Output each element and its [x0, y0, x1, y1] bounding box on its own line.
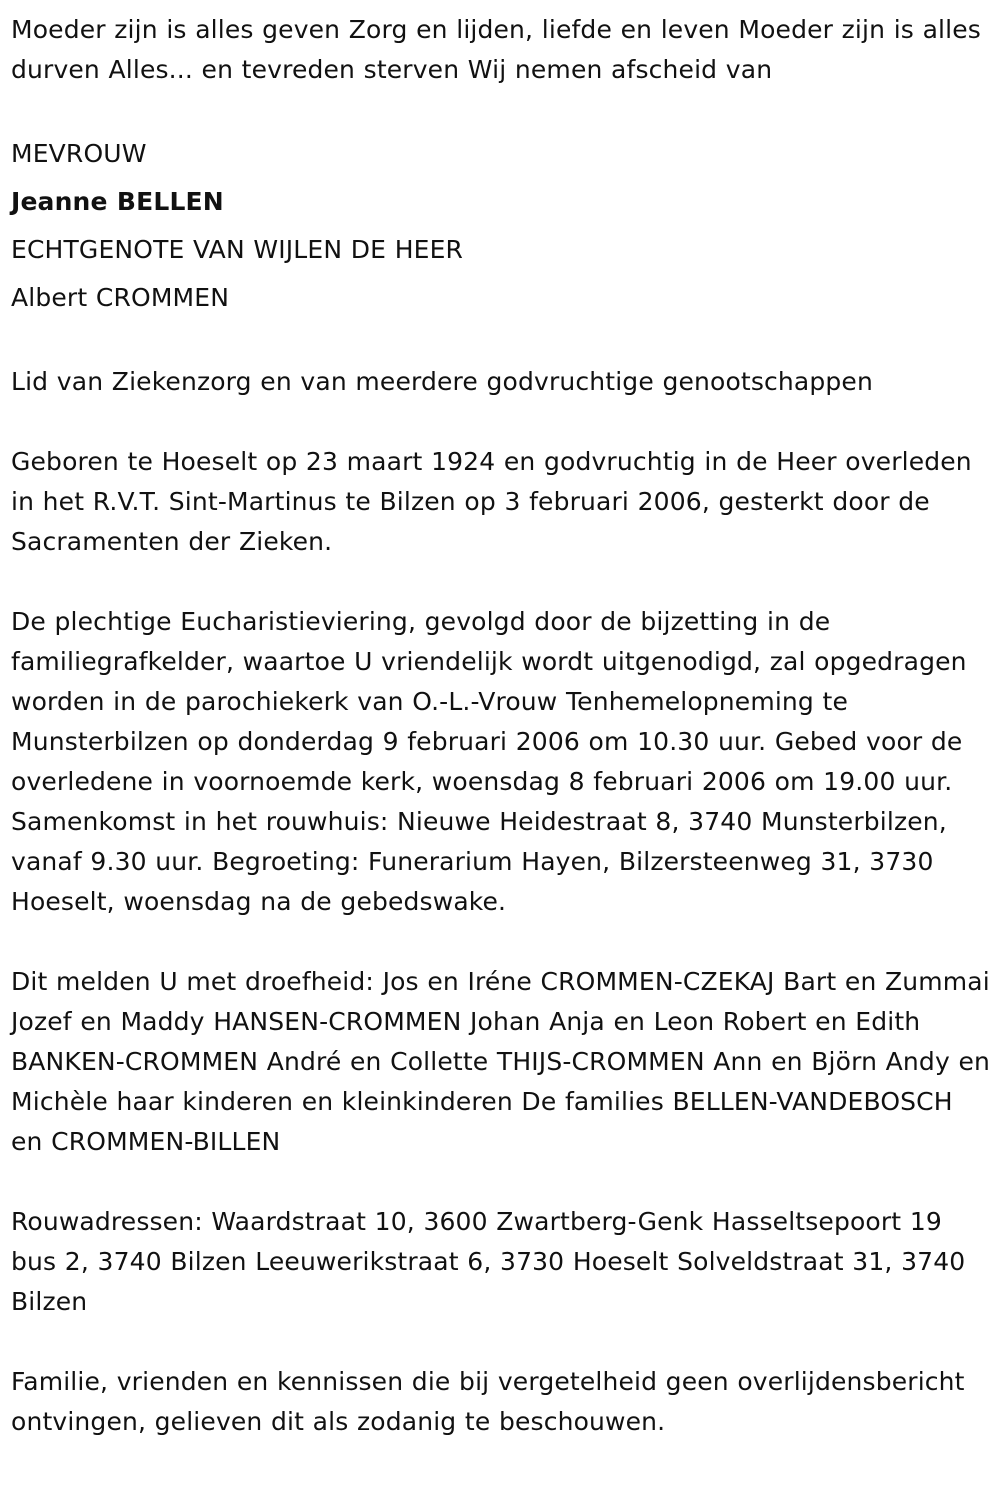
membership-paragraph: Lid van Ziekenzorg en van meerdere godvruchtige genootschappen [11, 367, 873, 396]
spacer [11, 922, 1000, 962]
spacer [11, 322, 1000, 362]
deceased-name: Jeanne BELLEN [11, 187, 224, 216]
birth-death-paragraph: Geboren te Hoeselt op 23 maart 1924 en godvruchtig in de Heer overleden in het R.V.T. Sint-Martinus te Bilzen op 3 februari 2006, gesterkt door de Sacramenten der Zieken. [11, 447, 972, 556]
announcers-paragraph: Dit melden U met droefheid: Jos en Iréne CROMMEN-CZEKAJ Bart en Zummai Jozef en Maddy HANSEN-CROMMEN Johan Anja en Leon Robert en Edith BANKEN-CROMMEN André en Collette THIJS-CROMMEN Ann en Björn Andy en Michèle haar kinderen en kleinkinderen De families BELLEN-VANDEBOSCH en CROMMEN-BILLEN [11, 967, 991, 1156]
closing-paragraph: Familie, vrienden en kennissen die bij vergetelheid geen overlijdensbericht ontvingen, gelieven dit als zodanig te beschouwen. [11, 1367, 965, 1436]
spacer [11, 402, 1000, 442]
ceremony-paragraph: De plechtige Eucharistieviering, gevolgd door de bijzetting in de familiegrafkelder, waartoe U vriendelijk wordt uitgenodigd, zal opgedragen worden in de parochiekerk van O.-L.-Vrouw Tenhemelopneming te Munsterbilzen op donderdag 9 februari 2006 om 10.30 uur. Gebed voor de overledene in voornoemde kerk, woensdag 8 februari 2006 om 19.00 uur. Samenkomst in het rouwhuis: Nieuwe Heidestraat 8, 3740 Munsterbilzen, vanaf 9.30 uur. Begroeting: Funerarium Hayen, Bilzersteenweg 31, 3730 Hoeselt, woensdag na de gebedswake. [11, 607, 967, 916]
spacer [11, 562, 1000, 602]
spouse-name: Albert CROMMEN [11, 283, 230, 312]
honorific-title: MEVROUW [11, 139, 147, 168]
addresses-paragraph: Rouwadressen: Waardstraat 10, 3600 Zwartberg-Genk Hasseltsepoort 19 bus 2, 3740 Bilzen Leeuwerikstraat 6, 3730 Hoeselt Solveldstraat 31, 3740 Bilzen [11, 1207, 966, 1316]
spacer [11, 90, 1000, 130]
spacer [11, 1162, 1000, 1202]
poem-intro: Moeder zijn is alles geven Zorg en lijden, liefde en leven Moeder zijn is alles durven Alles... en tevreden sterven Wij nemen afscheid van [11, 15, 981, 84]
spacer [11, 1322, 1000, 1362]
relation-line: ECHTGENOTE VAN WIJLEN DE HEER [11, 235, 464, 264]
